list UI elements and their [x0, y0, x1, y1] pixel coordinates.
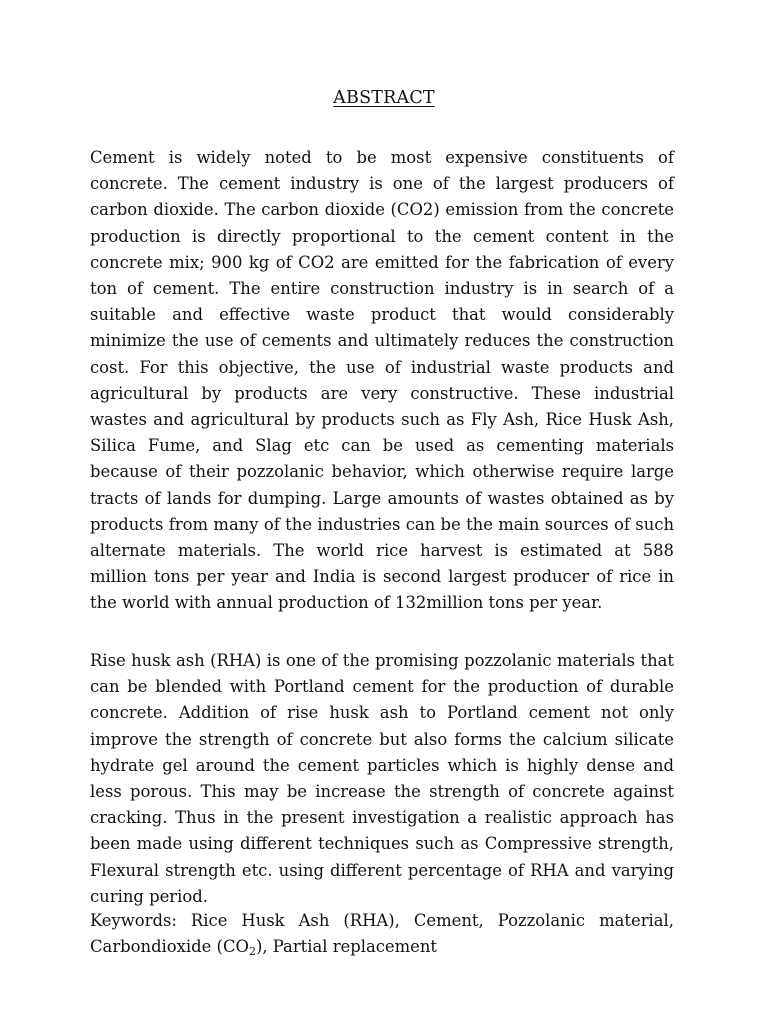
keywords-text-end: ), Partial replacement: [255, 937, 438, 957]
paragraph-2: Rise husk ash (RHA) is one of the promising pozzolanic materials that can be blended with Portland cement for the production of durable concrete. Addition of rise husk ash to Portland cement not only improve the strength of concrete but also forms the calcium silicate hydrate gel around the cement particles which is highly dense and less porous. This may be increase the strength of concrete against cracking. Thus in the present investigation a realistic approach has been made using different techniques such as Compressive strength, Flexural strength etc. using different percentage of RHA and varying curing period.: [90, 651, 674, 906]
co2-subscript: 2: [248, 945, 256, 959]
abstract-heading-text: ABSTRACT: [333, 88, 435, 108]
paragraph-1: Cement is widely noted to be most expensive constituents of concrete. The cement industry is one of the largest producers of carbon dioxide. The carbon dioxide (CO2) emission from the concrete production is directly proportional to the cement content in the concrete mix; 900 kg of CO2 are emitted for the fabrication of every ton of cement. The entire construction industry is in search of a suitable and effective waste product that would considerably minimize the use of cements and ultimately reduces the construction cost. For this objective, the use of industrial waste products and agricultural by products are very constructive. These industrial wastes and agricultural by products such as Fly Ash, Rice Husk Ash, Silica Fume, and Slag etc can be used as cementing materials because of their pozzolanic behavior, which otherwise require large tracts of lands for dumping. Large amounts of wastes obtained as by products from many of the industries can be the main sources of such alternate materials. The world rice harvest is estimated at 588 million tons per year and India is second largest producer of rice in the world with annual production of 132million tons per year.: [90, 148, 674, 613]
keywords-paragraph: [90, 908, 674, 960]
keywords-text: Keywords: Rice Husk Ash (RHA), Cement, Pozzolanic material, Carbondioxide (CO: [90, 911, 674, 957]
abstract-heading: [0, 88, 768, 108]
